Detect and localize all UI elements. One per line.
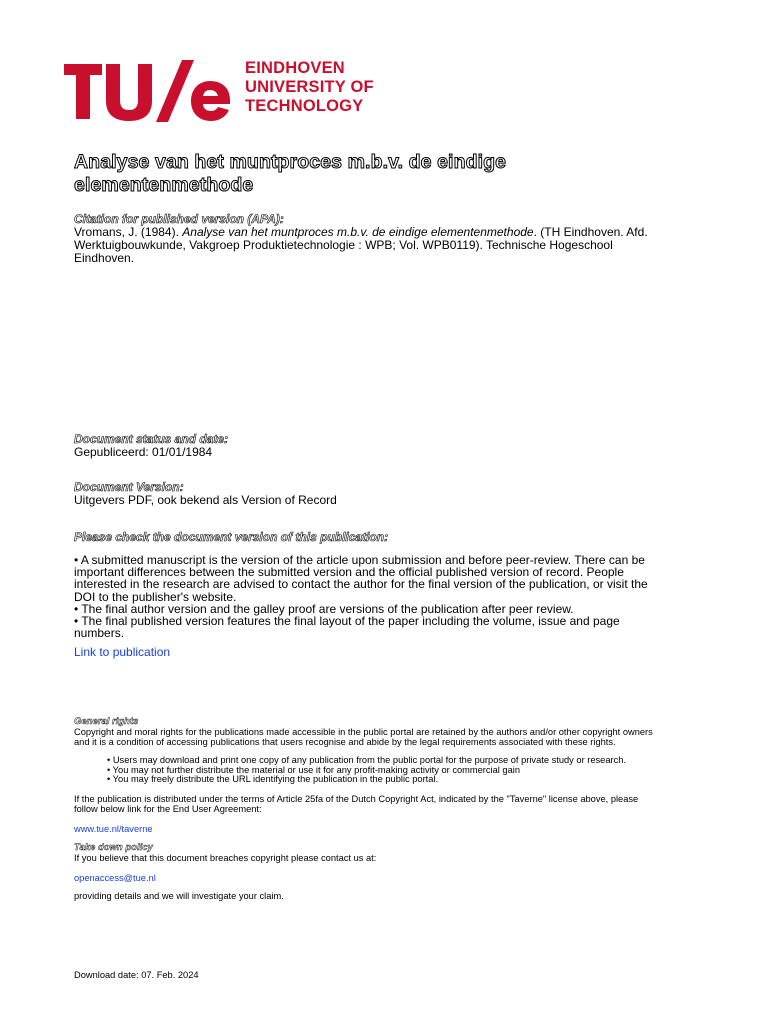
check-line: • A submitted manuscript is the version of the article upon submission and before peer-review. There can be	[74, 553, 645, 567]
check-line: • The final published version features the final layout of the paper including the volume, issue and page	[74, 614, 620, 629]
tue-logo-mark	[62, 58, 232, 124]
citation-text	[74, 226, 714, 265]
citation-rest: . (TH Eindhoven. Afd.	[533, 225, 648, 239]
citation-line-2: Werktuigbouwkunde, Vakgroep Produktietechnologie : WPB; Vol. WPB0119). Technische Hogeschool	[74, 238, 613, 252]
check-section	[74, 530, 734, 661]
rights-bullet: • You may freely distribute the URL identifying the publication in the public portal.	[107, 774, 439, 784]
check-text	[74, 554, 734, 639]
check-line: important differences between the submitted version and the official published version of record. People	[74, 565, 624, 580]
rights-bullets	[107, 756, 734, 785]
version-value: Uitgevers PDF, ook bekend als Version of Record	[74, 493, 337, 507]
takedown-section	[74, 842, 734, 901]
logo-line-1: EINDHOVEN	[245, 59, 345, 77]
rights-bullet: • Users may download and print one copy of any publication from the public portal for the purpose of private study or research.	[107, 755, 626, 765]
citation-heading: Citation for published version (APA):	[74, 212, 284, 226]
takedown-line-1: If you believe that this document breaches copyright please contact us at:	[74, 853, 377, 863]
citation-author: Vromans, J. (1984).	[74, 225, 183, 239]
check-line: numbers.	[74, 626, 125, 641]
download-date: Download date: 07. Feb. 2024	[74, 970, 199, 980]
logo-line-3: TECHNOLOGY	[245, 97, 364, 115]
logo-line-2: UNIVERSITY OF	[245, 78, 374, 96]
status-value: Gepubliceerd: 01/01/1984	[74, 445, 213, 459]
rights-line-2: and it is a condition of accessing publications that users recognise and abide by the legal requirements associated with these rights.	[74, 737, 616, 747]
version-heading: Document Version:	[74, 480, 184, 494]
taverne-link[interactable]: www.tue.nl/taverne	[74, 823, 153, 834]
taverne-line-2: follow below link for the End User Agreement:	[74, 803, 262, 814]
link-to-publication[interactable]: Link to publication	[74, 645, 171, 660]
document-title-line-1: Analyse van het muntproces m.b.v. de eindige	[74, 151, 507, 173]
check-line: interested in the research are advised to contact the author for the final version of the publication, or visit the	[74, 577, 648, 592]
takedown-line-2: providing details and we will investigate your claim.	[74, 891, 284, 901]
rights-bullet: • You may not further distribute the material or use it for any profit-making activity or commercial gain	[107, 764, 521, 775]
check-line: • The final author version and the galley proof are versions of the publication after peer review.	[74, 601, 574, 616]
rights-section	[74, 716, 734, 837]
tue-logo	[62, 58, 392, 124]
status-section	[74, 432, 714, 459]
version-section	[74, 480, 714, 507]
takedown-heading: Take down policy	[74, 842, 153, 853]
citation-section	[74, 212, 714, 265]
citation-line-3: Eindhoven.	[74, 251, 135, 265]
rights-heading: General rights	[74, 716, 139, 727]
check-heading: Please check the document version of this publication:	[74, 530, 389, 544]
document-title-line-2: elementenmethode	[74, 174, 254, 196]
status-heading: Document status and date:	[74, 432, 229, 446]
taverne-line-1: If the publication is distributed under the terms of Article 25fa of the Dutch Copyright Act, indicated by the "Taverne" license above, please	[74, 793, 639, 804]
takedown-email-link[interactable]: openaccess@tue.nl	[74, 873, 156, 883]
citation-work-title: Analyse van het muntproces m.b.v. de eindige elementenmethode	[182, 225, 534, 239]
document-title	[74, 151, 714, 197]
check-line: DOI to the publisher's website.	[74, 589, 237, 604]
rights-line-1: Copyright and moral rights for the publications made accessible in the public portal are retained by the authors and/or other copyright owners	[74, 727, 653, 737]
